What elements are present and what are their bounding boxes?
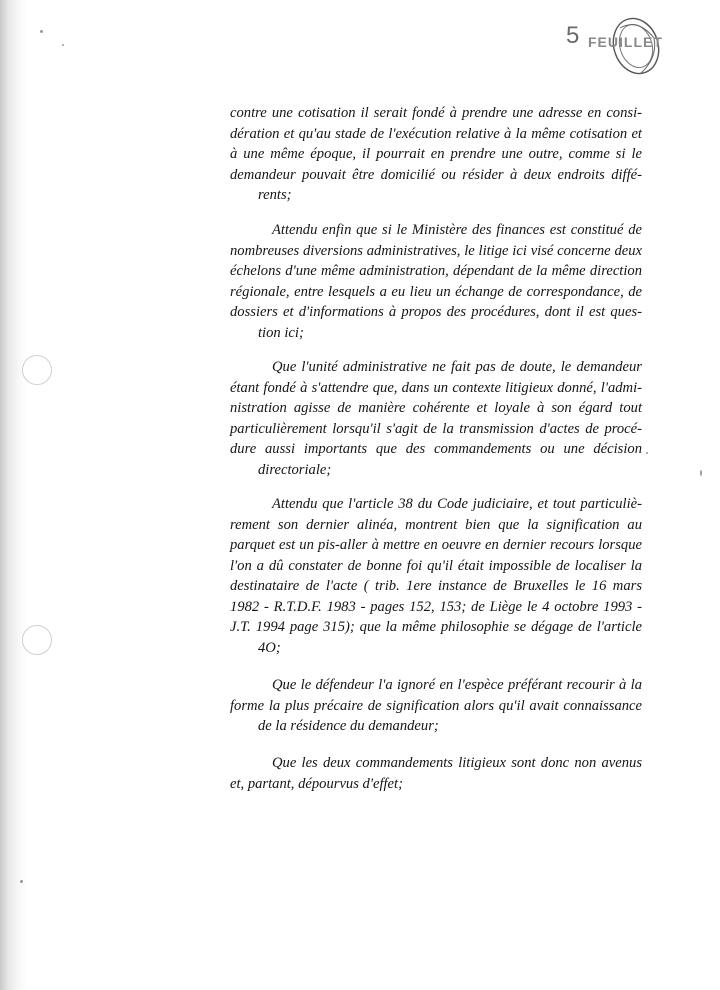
text-line: 4O; <box>258 639 281 656</box>
text-line: particulièrement lorsqu'il s'agit de la transmission d'actes de procé- <box>230 420 642 437</box>
text-line: étant fondé à s'attendre que, dans un contexte litigieux donné, l'admi- <box>230 379 642 396</box>
stamp-feuillet: FEUILLET <box>588 34 663 50</box>
text-line: rents; <box>258 187 292 203</box>
text-line: J.T. 1994 page 315); que la même philosophie se dégage de l'article <box>230 619 642 635</box>
scan-speck <box>62 44 64 46</box>
binder-hole-upper <box>22 355 52 385</box>
page-number: 5 <box>566 22 580 49</box>
text-line: Que le défendeur l'a ignoré en l'espèce préférant recourir à la <box>272 677 642 693</box>
paragraph-1 <box>230 103 642 206</box>
text-line: nombreuses diversions administratives, le litige ici visé concerne deux <box>230 242 642 259</box>
scan-speck <box>20 880 23 883</box>
paragraph-3 <box>230 357 642 480</box>
text-line: l'on a dû constater de bonne foi qu'il était impossible de localiser la <box>230 557 642 574</box>
text-line: Que l'unité administrative ne fait pas de doute, le demandeur <box>272 359 642 375</box>
scan-speck <box>646 452 648 454</box>
text-line: destinataire de l'acte ( trib. 1ere instance de Bruxelles le 16 mars <box>230 578 642 594</box>
text-line: régionale, entre lesquels a eu lieu un échange de correspondance, de <box>230 283 642 300</box>
text-line: rement son dernier alinéa, montrent bien que la signification au <box>230 516 642 533</box>
text-line: forme la plus précaire de signification alors qu'il avait connaissance <box>230 697 642 714</box>
text-line: Attendu enfin que si le Ministère des finances est constitué de <box>272 222 642 238</box>
paragraph-4 <box>230 494 642 658</box>
text-line: contre une cotisation il serait fondé à prendre une adresse en consi- <box>230 105 642 121</box>
text-line: directoriale; <box>258 461 332 478</box>
text-line: 1982 - R.T.D.F. 1983 - pages 152, 153; de Liège le 4 octobre 1993 - <box>230 598 642 615</box>
text-line: de la résidence du demandeur; <box>258 718 439 734</box>
text-line: Que les deux commandements litigieux sont donc non avenus <box>272 755 642 771</box>
text-line: à une même époque, il pourrait en prendre une outre, comme si le <box>230 146 642 162</box>
text-line: tion ici; <box>258 324 304 341</box>
paragraph-5 <box>230 675 642 737</box>
text-line: dossiers et d'informations à propos des procédures, dont il est ques- <box>230 304 642 320</box>
text-line: nistration agisse de manière cohérente et loyale à son égard tout <box>230 400 642 416</box>
text-line: et, partant, dépourvus d'effet; <box>230 775 403 792</box>
scan-speck <box>700 470 702 476</box>
text-line: dération et qu'au stade de l'exécution relative à la même cotisation et <box>230 125 642 142</box>
scan-speck <box>40 30 43 33</box>
scan-edge-shadow <box>0 0 28 990</box>
binder-hole-lower <box>22 625 52 655</box>
paragraph-6 <box>230 753 642 794</box>
text-line: demandeur pouvait être domicilié ou résider à deux endroits diffé- <box>230 166 642 183</box>
paragraph-2 <box>230 220 642 343</box>
text-line: parquet est un pis-aller à mettre en oeuvre en dernier recours lorsque <box>230 537 642 553</box>
text-line: Attendu que l'article 38 du Code judiciaire, et tout particuliè- <box>272 496 642 512</box>
text-line: dure aussi importants que des commandements ou une décision <box>230 441 642 457</box>
text-line: échelons d'une même administration, dépendant de la même direction <box>230 263 642 279</box>
